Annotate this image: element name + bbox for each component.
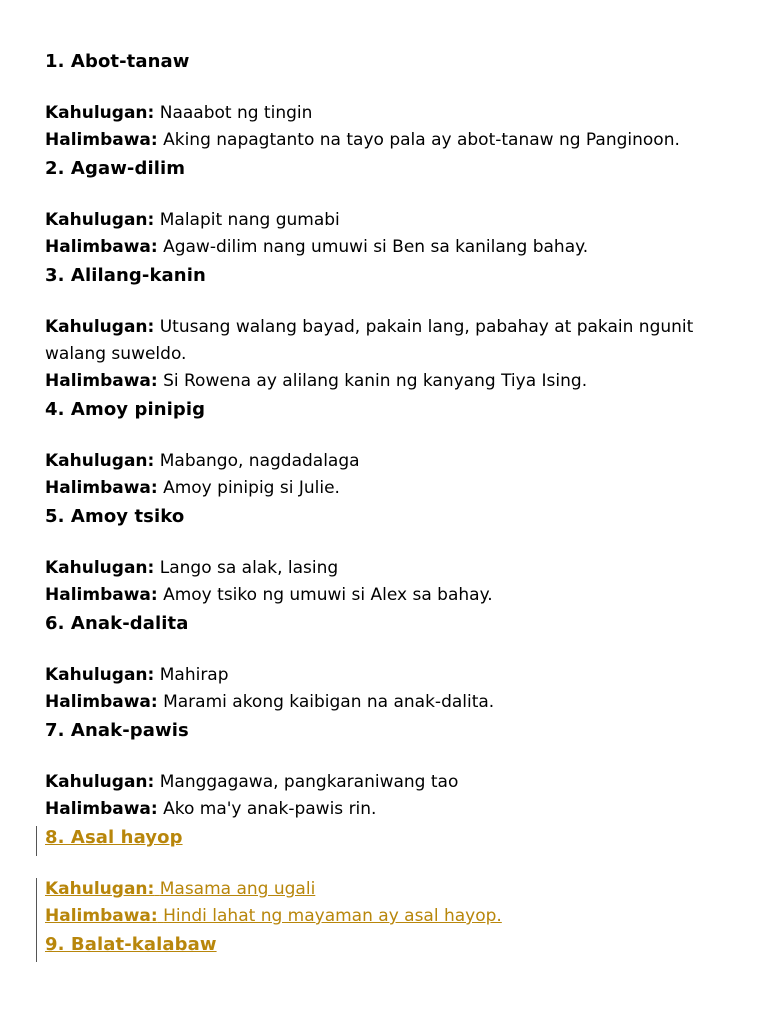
- entry-6: [45, 612, 735, 716]
- document-body: [45, 50, 735, 983]
- halimbawa-text: Agaw-dilim nang umuwi si Ben sa kanilang bahay.: [163, 237, 589, 257]
- kahulugan-text: Mahirap: [159, 665, 229, 685]
- halimbawa-label: Halimbawa:: [45, 585, 158, 605]
- halimbawa-text: Si Rowena ay alilang kanin ng kanyang Tiya Ising.: [163, 371, 588, 391]
- kahulugan-label: Kahulugan:: [45, 210, 155, 230]
- halimbawa-text: Ako ma'y anak-pawis rin.: [163, 799, 377, 819]
- kahulugan-label: Kahulugan:: [45, 879, 155, 899]
- change-bar-entries-8-9: [36, 878, 37, 962]
- halimbawa-label: Halimbawa:: [45, 237, 158, 257]
- entry-halimbawa: [45, 234, 735, 261]
- entry-term: 3. Alilang-kanin: [45, 265, 206, 286]
- entry-kahulugan[interactable]: [45, 876, 735, 903]
- entry-halimbawa: [45, 127, 735, 154]
- entry-term: 4. Amoy pinipig: [45, 399, 206, 420]
- kahulugan-text: Manggagawa, pangkaraniwang tao: [159, 772, 459, 792]
- kahulugan-label: Kahulugan:: [45, 665, 155, 685]
- entry-term: 1. Abot-tanaw: [45, 51, 190, 72]
- halimbawa-label: Halimbawa:: [45, 906, 158, 926]
- entry-4: [45, 398, 735, 502]
- kahulugan-text: Utusang walang bayad, pakain lang, pabahay at pakain ngunit walang suweldo.: [45, 317, 694, 364]
- entry-halimbawa[interactable]: [45, 903, 735, 930]
- entry-2: [45, 157, 735, 261]
- entry-term: [45, 933, 735, 957]
- halimbawa-label: Halimbawa:: [45, 130, 158, 150]
- entry-term: 2. Agaw-dilim: [45, 158, 186, 179]
- entry-kahulugan: [45, 314, 735, 368]
- halimbawa-label: Halimbawa:: [45, 692, 158, 712]
- halimbawa-text: Aking napagtanto na tayo pala ay abot-tanaw ng Panginoon.: [163, 130, 680, 150]
- kahulugan-label: Kahulugan:: [45, 451, 155, 471]
- entry-term: [45, 826, 735, 850]
- entry-5: [45, 505, 735, 609]
- entry-8: [45, 826, 735, 930]
- kahulugan-text: Lango sa alak, lasing: [159, 558, 339, 578]
- kahulugan-label: Kahulugan:: [45, 772, 155, 792]
- entry-term: 5. Amoy tsiko: [45, 506, 185, 527]
- entry-kahulugan: [45, 662, 735, 689]
- entry-kahulugan: [45, 207, 735, 234]
- kahulugan-text: Naaabot ng tingin: [159, 103, 313, 123]
- halimbawa-label: Halimbawa:: [45, 799, 158, 819]
- entry-kahulugan: [45, 448, 735, 475]
- entry-kahulugan: [45, 769, 735, 796]
- kahulugan-label: Kahulugan:: [45, 317, 155, 337]
- entry-3: [45, 264, 735, 395]
- entry-term-link[interactable]: 9. Balat-kalabaw: [45, 934, 217, 955]
- entry-kahulugan: [45, 555, 735, 582]
- entry-7: [45, 719, 735, 823]
- halimbawa-text: Amoy tsiko ng umuwi si Alex sa bahay.: [163, 585, 493, 605]
- entry-9: [45, 933, 735, 957]
- entry-term-link[interactable]: 8. Asal hayop: [45, 827, 183, 848]
- kahulugan-text: Malapit nang gumabi: [159, 210, 340, 230]
- kahulugan-text: Mabango, nagdadalaga: [159, 451, 360, 471]
- halimbawa-text: Marami akong kaibigan na anak-dalita.: [163, 692, 495, 712]
- entry-kahulugan: [45, 100, 735, 127]
- entry-term: 7. Anak-pawis: [45, 720, 189, 741]
- halimbawa-label: Halimbawa:: [45, 478, 158, 498]
- change-bar-term-8: [36, 826, 37, 856]
- kahulugan-label: Kahulugan:: [45, 558, 155, 578]
- halimbawa-text: Hindi lahat ng mayaman ay asal hayop.: [163, 906, 502, 926]
- kahulugan-label: Kahulugan:: [45, 103, 155, 123]
- entry-halimbawa: [45, 475, 735, 502]
- entry-halimbawa: [45, 368, 735, 395]
- entry-halimbawa: [45, 689, 735, 716]
- entry-halimbawa: [45, 582, 735, 609]
- entry-term: 6. Anak-dalita: [45, 613, 189, 634]
- entry-1: [45, 50, 735, 154]
- halimbawa-text: Amoy pinipig si Julie.: [163, 478, 340, 498]
- halimbawa-label: Halimbawa:: [45, 371, 158, 391]
- kahulugan-text: Masama ang ugali: [159, 879, 316, 899]
- entry-halimbawa: [45, 796, 735, 823]
